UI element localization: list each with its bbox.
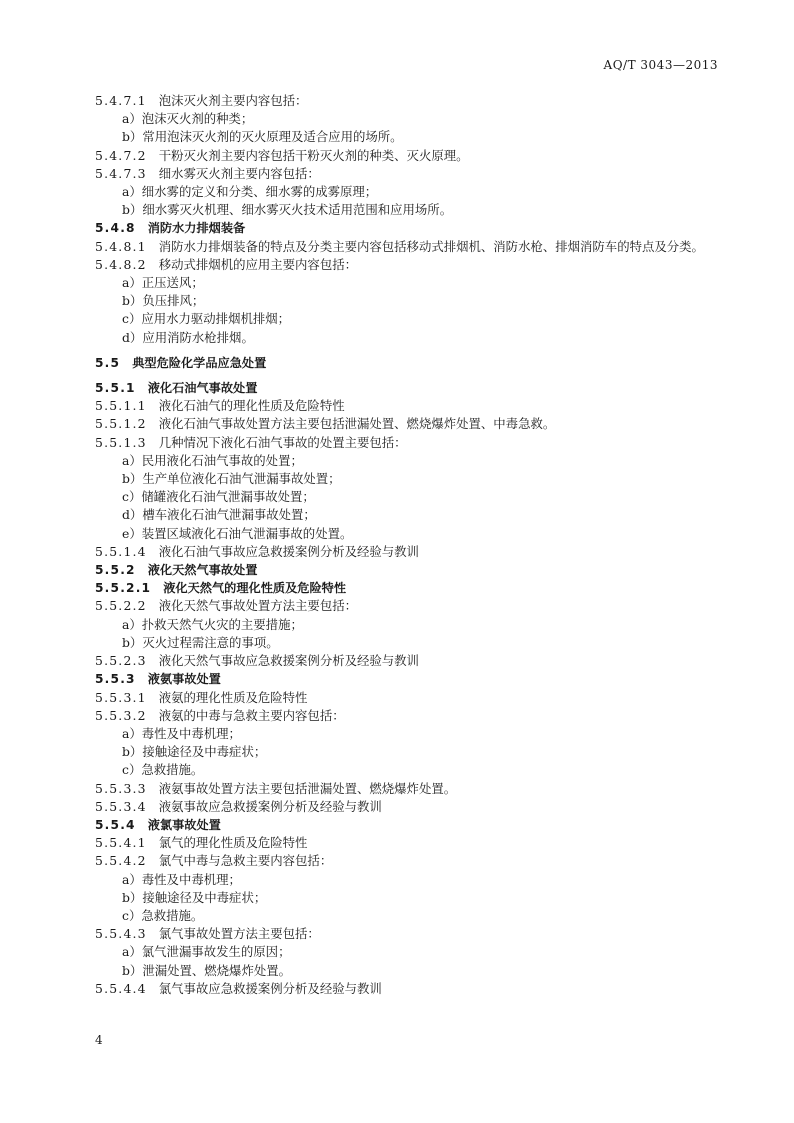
clause-text: 几种情况下液化石油气事故的处置主要包括： <box>158 434 407 450</box>
clause-line <box>95 980 725 998</box>
list-item <box>95 128 725 146</box>
clause-text: a）民用液化石油气事故的处置； <box>122 452 303 468</box>
clause-number: 5.5.1 <box>95 381 136 396</box>
clause-line <box>95 354 725 372</box>
clause-number: 5.5.4.2 <box>95 853 147 869</box>
clause-text: 液氨事故处置方法主要包括泄漏处置、燃烧爆炸处置。 <box>158 780 457 796</box>
list-item <box>95 201 725 219</box>
clause-number: 5.5.2.3 <box>95 653 147 669</box>
list-item <box>95 329 725 347</box>
clause-line <box>95 543 725 561</box>
clause-number: 5.5.1.2 <box>95 416 147 432</box>
section-heading: 消防水力排烟装备 <box>147 221 246 236</box>
list-item <box>95 452 725 470</box>
list-item <box>95 183 725 201</box>
list-item <box>95 525 725 543</box>
list-item <box>95 943 725 961</box>
list-item <box>95 470 725 488</box>
clause-line <box>95 256 725 274</box>
clause-line <box>95 834 725 852</box>
list-item <box>95 871 725 889</box>
clause-text: 泡沫灭火剂主要内容包括： <box>158 93 308 108</box>
list-item <box>95 761 725 779</box>
clause-line <box>95 925 725 943</box>
clause-text: 液化石油气事故应急救援案例分析及经验与教训 <box>158 543 419 559</box>
clause-line <box>95 397 725 415</box>
clause-line <box>95 798 725 816</box>
clause-number: 5.5.4.1 <box>95 835 147 851</box>
clause-text: 液化天然气事故处置方法主要包括： <box>158 598 357 614</box>
clause-text: c）急救措施。 <box>122 907 204 923</box>
clause-text: b）接触途径及中毒症状； <box>122 889 267 905</box>
clause-number: 5.5.3.3 <box>95 780 147 796</box>
clause-number: 5.4.7.1 <box>95 93 147 108</box>
clause-text: b）常用泡沫灭火剂的灭火原理及适合应用的场所。 <box>122 129 403 145</box>
clause-text: a）毒性及中毒机理； <box>122 871 241 887</box>
clause-text: e）装置区域液化石油气泄漏事故的处置。 <box>122 525 353 541</box>
clause-text: 液化石油气的理化性质及危险特性 <box>158 398 345 414</box>
clause-text: 移动式排烟机的应用主要内容包括： <box>158 256 357 272</box>
clause-text: 干粉灭火剂主要内容包括干粉灭火剂的种类、灭火原理。 <box>158 147 469 163</box>
clause-text: b）生产单位液化石油气泄漏事故处置； <box>122 471 341 487</box>
clause-text: a）毒性及中毒机理； <box>122 725 241 741</box>
clause-number: 5.5.4 <box>95 817 136 832</box>
clause-line <box>95 852 725 870</box>
section-heading: 液氯事故处置 <box>147 817 221 832</box>
list-item <box>95 743 725 761</box>
clause-line <box>95 652 725 670</box>
list-item <box>95 889 725 907</box>
clause-text: b）泄漏处置、燃烧爆炸处置。 <box>122 962 292 978</box>
page-number: 4 <box>95 1033 103 1047</box>
clause-number: 5.5.4.4 <box>95 980 147 996</box>
clause-text: d）应用消防水枪排烟。 <box>122 329 254 345</box>
list-item <box>95 310 725 328</box>
page-header: AQ/T 3043—2013 <box>603 58 718 72</box>
clause-line <box>95 165 725 183</box>
clause-text: b）接触途径及中毒症状； <box>122 744 267 760</box>
clause-text: 细水雾灭火剂主要内容包括： <box>158 165 320 181</box>
clause-line <box>95 670 725 688</box>
list-item <box>95 725 725 743</box>
clause-number: 5.5.2 <box>95 563 136 578</box>
clause-number: 5.4.8.1 <box>95 238 147 254</box>
clause-line <box>95 561 725 579</box>
clause-line <box>95 147 725 165</box>
clause-text: 液氨的中毒与急救主要内容包括： <box>158 707 345 723</box>
clause-text: c）储罐液化石油气泄漏事故处置； <box>122 489 315 505</box>
clause-text: d）槽车液化石油气泄漏事故处置； <box>122 507 316 523</box>
list-item <box>95 962 725 980</box>
clause-line <box>95 707 725 725</box>
clause-text: 液化天然气事故应急救援案例分析及经验与教训 <box>158 653 419 669</box>
clause-text: a）正压送风； <box>122 275 204 291</box>
clause-number: 5.4.8 <box>95 221 136 236</box>
section-heading: 液化石油气事故处置 <box>147 381 258 396</box>
clause-text: 氯气事故处置方法主要包括： <box>158 926 320 942</box>
list-item <box>95 634 725 652</box>
clause-number: 5.5.3 <box>95 672 136 687</box>
list-item <box>95 616 725 634</box>
section-heading: 典型危险化学品应急处置 <box>132 355 267 370</box>
clause-line <box>95 816 725 834</box>
clause-number: 5.5.2.2 <box>95 598 147 614</box>
clause-number: 5.4.8.2 <box>95 256 147 272</box>
clause-text: 氯气事故应急救援案例分析及经验与教训 <box>158 980 382 996</box>
clause-number: 5.4.7.3 <box>95 165 147 181</box>
list-item <box>95 274 725 292</box>
clause-line <box>95 597 725 615</box>
section-heading: 液化天然气事故处置 <box>147 563 258 578</box>
clause-text: c）急救措施。 <box>122 762 204 778</box>
section-heading: 液氨事故处置 <box>147 672 221 687</box>
clause-line <box>95 379 725 397</box>
clause-number: 5.5.4.3 <box>95 926 147 942</box>
clause-line <box>95 434 725 452</box>
clause-text: b）负压排风； <box>122 293 205 309</box>
clause-text: a）泡沫灭火剂的种类； <box>122 111 254 127</box>
clause-line <box>95 238 725 256</box>
clause-line <box>95 780 725 798</box>
clause-line <box>95 415 725 433</box>
section-heading: 液化天然气的理化性质及危险特性 <box>163 581 347 596</box>
clause-number: 5.5.1.3 <box>95 434 147 450</box>
clause-text: 液化石油气事故处置方法主要包括泄漏处置、燃烧爆炸处置、中毒急救。 <box>158 416 556 432</box>
clause-text: a）细水雾的定义和分类、细水雾的成雾原理； <box>122 184 378 200</box>
clause-text: 氯气的理化性质及危险特性 <box>158 835 308 851</box>
clause-text: a）氯气泄漏事故发生的原因； <box>122 944 291 960</box>
list-item <box>95 907 725 925</box>
clause-text: b）灭火过程需注意的事项。 <box>122 634 279 650</box>
clause-number: 5.5.3.1 <box>95 689 147 705</box>
clause-line <box>95 579 725 597</box>
clause-number: 5.5.1.1 <box>95 398 147 414</box>
clause-text: 消防水力排烟装备的特点及分类主要内容包括移动式排烟机、消防水枪、排烟消防车的特点及分类。 <box>158 238 704 254</box>
clause-number: 5.5.3.4 <box>95 798 147 814</box>
document-body <box>95 92 725 998</box>
clause-number: 5.4.7.2 <box>95 147 147 163</box>
clause-text: a）扑救天然气火灾的主要措施； <box>122 616 303 632</box>
clause-number: 5.5.3.2 <box>95 707 147 723</box>
clause-text: 液氨事故应急救援案例分析及经验与教训 <box>158 798 382 814</box>
clause-line <box>95 689 725 707</box>
clause-text: c）应用水力驱动排烟机排烟； <box>122 311 291 327</box>
clause-text: b）细水雾灭火机理、细水雾灭火技术适用范围和应用场所。 <box>122 202 453 218</box>
clause-line <box>95 219 725 237</box>
clause-number: 5.5.2.1 <box>95 581 152 596</box>
list-item <box>95 488 725 506</box>
clause-text: 液氨的理化性质及危险特性 <box>158 689 308 705</box>
list-item <box>95 292 725 310</box>
clause-number: 5.5 <box>95 355 121 370</box>
clause-number: 5.5.1.4 <box>95 543 147 559</box>
list-item <box>95 506 725 524</box>
clause-text: 氯气中毒与急救主要内容包括： <box>158 853 333 869</box>
list-item <box>95 110 725 128</box>
clause-line <box>95 92 725 110</box>
